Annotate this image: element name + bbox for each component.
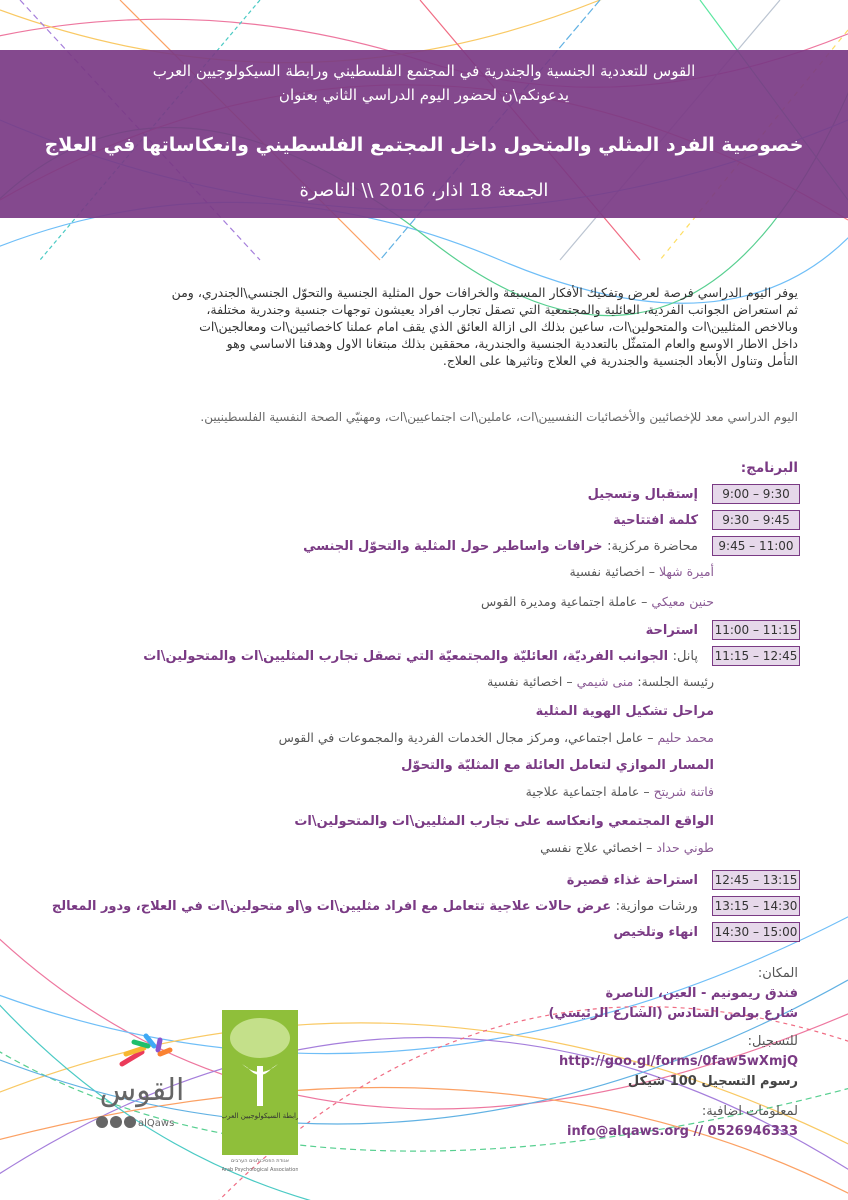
program-row bbox=[613, 510, 800, 530]
session-title bbox=[52, 899, 698, 914]
invitation-line: يدعونكم\ن لحضور اليوم الدراسي الثاني بعنوان bbox=[278, 86, 570, 104]
speaker-name: منى شيمي bbox=[576, 674, 634, 689]
panel-topic-title: مراحل تشكيل الهوية المثلية bbox=[535, 704, 714, 719]
session-name: الجوانب الفرديّة، العائليّة والمجتمعيّة التي تصقل تجارب المثليين\ات والمتحولين\ات bbox=[143, 648, 669, 664]
audience-note: اليوم الدراسي معد للإخصائيين والأخصائيات النفسيين\ات، عاملين\ات اجتماعيين\ات، ومهنيّي الصحة النفسية الفلسطينيين. bbox=[200, 410, 798, 424]
facebook-icon[interactable] bbox=[96, 1116, 108, 1128]
registration-link[interactable]: http://goo.gl/forms/0faw5wXmjQ bbox=[559, 1054, 798, 1069]
intro-line: التأمل وتناول الأبعاد الجنسية والجندرية في العلاج وتاثيرها على العلاج. bbox=[442, 353, 798, 368]
speaker-role: – عاملة اجتماعية علاجية bbox=[525, 784, 654, 799]
time-slot: 11:00 – 11:15 bbox=[712, 620, 800, 640]
session-name: إستقبال وتسجيل bbox=[587, 486, 698, 502]
contact-info[interactable]: info@alqaws.org // 0526946333 bbox=[567, 1124, 798, 1139]
time-slot: 9:30 – 9:45 bbox=[712, 510, 800, 530]
program-row bbox=[646, 620, 800, 640]
session-name: خرافات واساطير حول المثلية والتحوّل الجنسي bbox=[303, 538, 603, 554]
twitter-icon[interactable] bbox=[110, 1116, 122, 1128]
speaker-role: – عاملة اجتماعية ومديرة القوس bbox=[481, 594, 652, 609]
organizers-line: القوس للتعددية الجنسية والجندرية في المجتمع الفلسطيني ورابطة السيكولوجيين العرب bbox=[152, 62, 696, 80]
speaker-role: – اخصائية نفسية bbox=[487, 674, 577, 689]
intro-line: وبالاخص المثليين\ات والمتحولين\ات، ساعين بذلك الى ازالة العائق الذي يقف امام عملنا كاخصائيين\ات ومعالجين\ات bbox=[199, 319, 798, 334]
speaker-line bbox=[540, 840, 714, 855]
apa-name-en: Arab Psychological Association bbox=[222, 1167, 298, 1173]
apa-tree-icon bbox=[222, 1010, 298, 1175]
session-title bbox=[588, 487, 698, 502]
panel-chair-line bbox=[487, 674, 714, 689]
speaker-role: – اخصائي علاج نفسي bbox=[540, 840, 657, 855]
place-line: فندق ريمونيم - العين، الناصرة bbox=[605, 986, 798, 1001]
time-slot: 13:15 – 14:30 bbox=[712, 896, 800, 916]
session-title bbox=[303, 539, 698, 554]
intro-line: ثم استعراض الجوانب الفردية، العائلية والمجتمعية التي تصقل تجارب افراد يعيشون توجهات جنسية وجندرية مختلفة، bbox=[206, 302, 798, 317]
speaker-line bbox=[570, 564, 714, 579]
program-heading: البرنامج: bbox=[740, 460, 798, 476]
session-title bbox=[646, 623, 698, 638]
place-line: شارع بولص السادس (الشارع الرئيسي) bbox=[548, 1006, 798, 1021]
program-row bbox=[303, 536, 800, 556]
time-slot: 9:00 – 9:30 bbox=[712, 484, 800, 504]
intro-line: يوفر اليوم الدراسي فرصة لعرض وتفكيك الأفكار المسبقة والخرافات حول المثلية الجنسية والتحوّل الجنسي\الجندري، ومن bbox=[171, 285, 798, 300]
time-slot: 12:45 – 13:15 bbox=[712, 870, 800, 890]
speaker-line bbox=[481, 594, 714, 609]
speaker-name: أميرة شهلا bbox=[658, 564, 714, 579]
session-title bbox=[613, 925, 698, 940]
apa-name-ar: رابطة السيكولوجيين العرب bbox=[222, 1112, 298, 1120]
program-row bbox=[588, 484, 800, 504]
registration-label: للتسجيل: bbox=[747, 1034, 798, 1049]
program-row bbox=[52, 896, 800, 916]
speaker-name: محمد حليم bbox=[657, 730, 714, 745]
more-info-label: لمعلومات اضافية: bbox=[701, 1104, 798, 1119]
apa-logo bbox=[222, 1010, 298, 1175]
speaker-name: طوني حداد bbox=[656, 840, 714, 855]
panel-topic-title: الواقع المجتمعي وانعكاسه على تجارب المثليين\ات والمتحولين\ات bbox=[294, 814, 714, 829]
session-prefix: ورشات موازية: bbox=[615, 898, 698, 914]
alqaws-mark-icon bbox=[80, 1030, 210, 1140]
intro-paragraph bbox=[48, 284, 798, 369]
session-prefix: محاضرة مركزية: bbox=[607, 538, 698, 554]
speaker-line bbox=[279, 730, 714, 745]
session-name: استراحة bbox=[645, 622, 698, 638]
header-banner-text bbox=[0, 50, 848, 218]
time-slot: 11:15 – 12:45 bbox=[712, 646, 800, 666]
intro-line: داخل الاطار الاوسع والعام المتمثّل بالتعددية الجنسية والجندرية، محققين بذلك مبتغانا الاول وهدفنا الاساسي وهو bbox=[226, 336, 798, 351]
alqaws-latin: alQaws bbox=[138, 1118, 175, 1129]
session-name: كلمة افتتاحية bbox=[612, 512, 698, 528]
panel-chair-label: رئيسة الجلسة: bbox=[637, 674, 714, 689]
session-name: استراحة غذاء قصيرة bbox=[566, 872, 698, 888]
program-row bbox=[143, 646, 800, 666]
time-slot: 14:30 – 15:00 bbox=[712, 922, 800, 942]
speaker-line bbox=[526, 784, 714, 799]
youtube-icon[interactable] bbox=[124, 1116, 136, 1128]
session-prefix: پانل: bbox=[672, 648, 698, 664]
event-date: الجمعة 18 اذار، 2016 \\ الناصرة bbox=[299, 180, 549, 201]
speaker-name: حنين معيكي bbox=[651, 594, 714, 609]
session-name: انهاء وتلخيص bbox=[613, 924, 698, 940]
place-label: المكان: bbox=[757, 966, 798, 981]
apa-name-he: אגודת הפסיכולוגים הערבים bbox=[231, 1158, 289, 1164]
speaker-role: – اخصائية نفسية bbox=[569, 564, 659, 579]
time-slot: 9:45 – 11:00 bbox=[712, 536, 800, 556]
registration-fee: رسوم التسجيل 100 شيكل bbox=[627, 1074, 798, 1089]
session-title bbox=[567, 873, 698, 888]
program-row bbox=[567, 870, 800, 890]
speaker-name: فاتنة شريتح bbox=[653, 784, 714, 799]
panel-topic-title: المسار الموازي لتعامل العائلة مع المثليّة والتحوّل bbox=[401, 758, 714, 773]
session-name: عرض حالات علاجية تتعامل مع افراد مثليين\ات و\او متحولين\ات في العلاج، ودور المعالج bbox=[51, 898, 612, 914]
speaker-role: – عامل اجتماعي، ومركز مجال الخدمات الفردية والمجموعات في القوس bbox=[278, 730, 658, 745]
session-title bbox=[143, 649, 698, 664]
alqaws-name: القوس bbox=[99, 1073, 185, 1108]
session-title bbox=[613, 513, 698, 528]
alqaws-logo bbox=[80, 1030, 210, 1140]
program-row bbox=[613, 922, 800, 942]
event-title: خصوصية الفرد المثلي والمتحول داخل المجتمع الفلسطيني وانعكاساتها في العلاج bbox=[44, 134, 804, 156]
